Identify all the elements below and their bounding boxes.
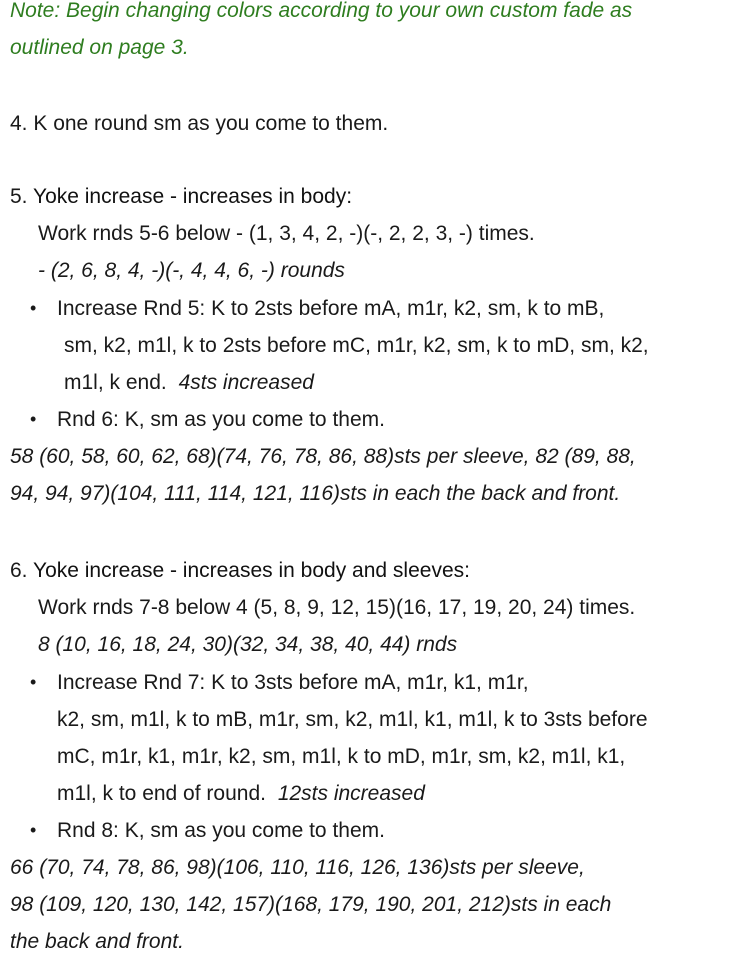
step-5-bullet-2: Rnd 6: K, sm as you come to them.: [57, 408, 385, 431]
step-6-bullet-1-line-2: k2, sm, m1l, k to mB, m1r, sm, k2, m1l, k1, m1l, k to 3sts before: [57, 708, 648, 731]
step-5-bullet-1-text: m1l, k end.: [64, 371, 167, 394]
step-6-bullet-1-text: m1l, k to end of round.: [57, 782, 266, 805]
step-6-bullet-2: Rnd 8: K, sm as you come to them.: [57, 819, 385, 842]
bullet-dot: •: [30, 820, 37, 840]
step-6-increase-note: 12sts increased: [277, 782, 425, 805]
step-6-result-3: the back and front.: [10, 930, 184, 953]
step-4: 4. K one round sm as you come to them.: [10, 112, 389, 135]
step-6-bullet-1-line-3: mC, m1r, k1, m1r, k2, sm, m1l, k to mD, m1r, sm, k2, m1l, k1,: [57, 745, 626, 768]
step-5-result-2: 94, 94, 97)(104, 111, 114, 121, 116)sts in each the back and front.: [10, 482, 621, 505]
step-5-bullet-1-line-1: Increase Rnd 5: K to 2sts before mA, m1r, k2, sm, k to mB,: [57, 297, 605, 320]
step-6-bullet-1-line-1: Increase Rnd 7: K to 3sts before mA, m1r, k1, m1r,: [57, 671, 529, 694]
bullet-dot: •: [30, 298, 37, 318]
step-5-increase-note: 4sts increased: [178, 371, 314, 394]
step-6-heading: [10, 560, 470, 581]
step-5-number: 5.: [10, 185, 28, 208]
step-6-title: Yoke increase - increases in body and sleeves:: [32, 559, 470, 582]
step-5-work: Work rnds 5-6 below - (1, 3, 4, 2, -)(-, 2, 2, 3, -) times.: [38, 222, 535, 245]
step-5-bullet-1-line-2: sm, k2, m1l, k to 2sts before mC, m1r, k2, sm, k to mD, sm, k2,: [64, 334, 649, 357]
note-line-1: Note: Begin changing colors according to your own custom fade as: [10, 0, 633, 22]
step-5-result-1: 58 (60, 58, 60, 62, 68)(74, 76, 78, 86, 88)sts per sleeve, 82 (89, 88,: [10, 445, 636, 468]
step-6-result-2: 98 (109, 120, 130, 142, 157)(168, 179, 190, 201, 212)sts in each: [10, 893, 612, 916]
step-6-work: Work rnds 7-8 below 4 (5, 8, 9, 12, 15)(16, 17, 19, 20, 24) times.: [38, 596, 636, 619]
step-5-bullet-1-line-3: [64, 372, 314, 393]
step-6-bullet-1-line-4: [57, 783, 425, 804]
bullet-dot: •: [30, 409, 37, 429]
step-6-number: 6.: [10, 559, 28, 582]
step-5-rounds: - (2, 6, 8, 4, -)(-, 4, 4, 6, -) rounds: [38, 259, 345, 282]
step-5-title: Yoke increase - increases in body:: [32, 185, 353, 208]
step-6-result-1: 66 (70, 74, 78, 86, 98)(106, 110, 116, 126, 136)sts per sleeve,: [10, 856, 585, 879]
step-6-rounds: 8 (10, 16, 18, 24, 30)(32, 34, 38, 40, 44) rnds: [38, 633, 458, 656]
note-line-2: outlined on page 3.: [10, 36, 189, 59]
step-5-heading: [10, 186, 352, 207]
bullet-dot: •: [30, 672, 37, 692]
